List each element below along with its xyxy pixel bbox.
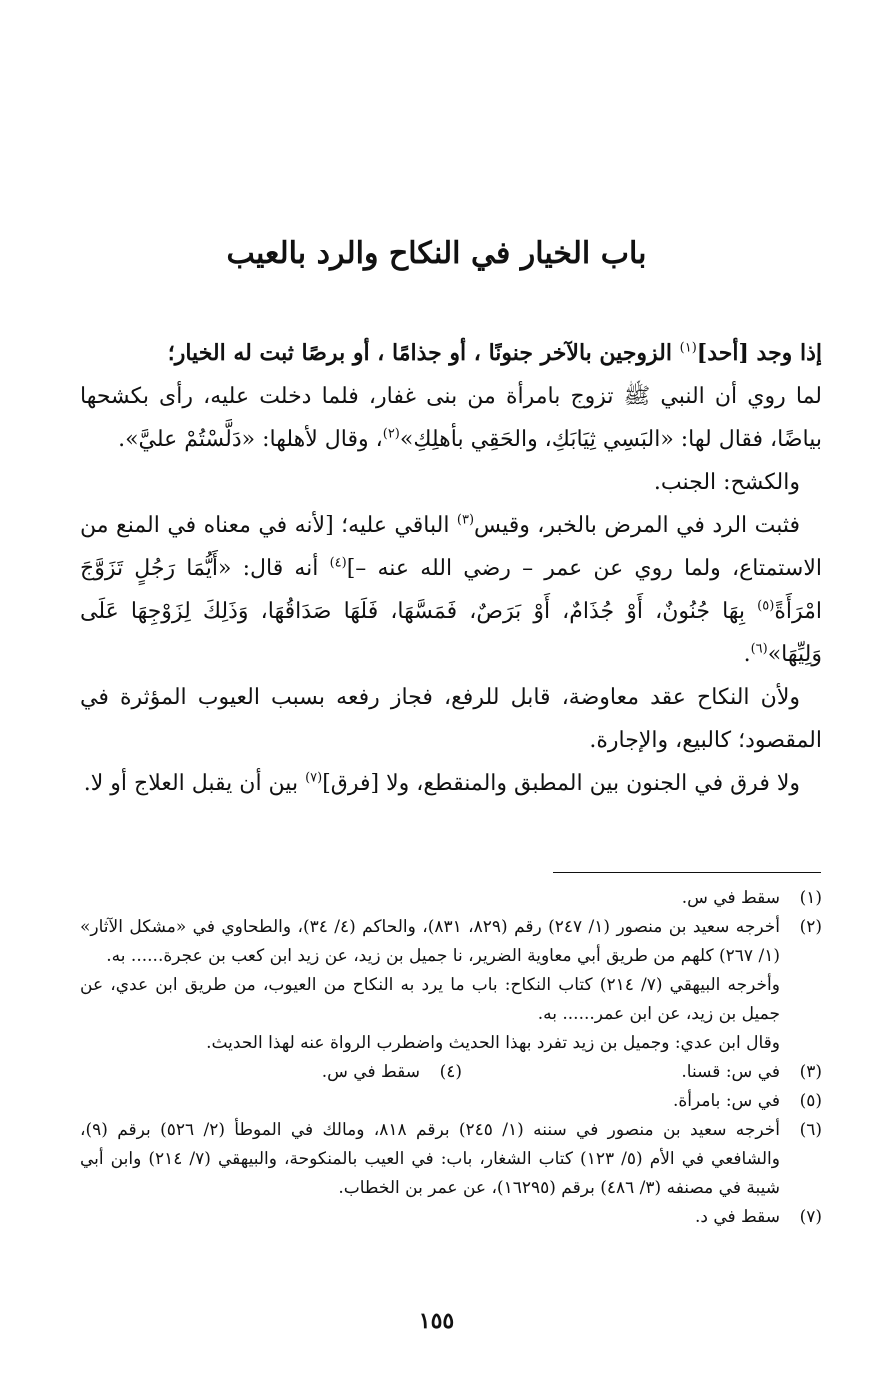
footnote-ref: (٤) [329,555,347,571]
main-text [80,332,822,805]
footnote-pair [80,1058,822,1087]
text-span: بِهَا جُنُونٌ، أَوْ جُذَامٌ، أَوْ بَرَصٌ، فَمَسَّهَا، فَلَهَا صَدَاقُهَا، وَذَلِكَ لِزَوْجِهَا عَلَى وَلِيِّهَا» [80,599,822,667]
paragraph-3: والكشح: الجنب. [653,470,800,495]
footnote-ref: (٥) [757,598,775,614]
chapter-title: باب الخيار في النكاح والرد بالعيب [226,236,647,271]
footnote-text: وقال ابن عدي: وجميل بن زيد تفرد بهذا الحديث واضطرب الرواة عنه لهذا الحديث. [206,1033,780,1053]
text-span: الزوجين بالآخر جنونًا ، أو جذامًا ، أو برصًا ثبت له الخيار؛ [167,340,680,366]
footnote-text: في س: بامرأة. [672,1091,780,1111]
text-span: لما روي أن النبي ﷺ تزوج بامرأة من بنى غفار، فلما دخلت عليه، رأى بكشحها بياضًا، فقال لها: «البَسِي ثِيَابَكِ، والحَقِي بأهلِكِ» [80,384,822,452]
paragraph-4 [80,504,822,676]
text-span: ولا فرق في الجنون بين المطبق والمنقطع، ولا [فرق] [322,771,800,796]
text-span: أنه قال: «أَيُّمَا رَجُلٍ تَزَوَّجَ امْرَأَةً [80,556,822,624]
paragraph-6 [80,762,822,805]
footnote-text: سقط في س. [681,888,780,908]
footnote-text: في س: قسنا. [681,1062,780,1082]
footnote-2-continued [80,1029,822,1058]
footnote-4 [102,1058,462,1087]
footnote-number: (٢) [799,917,822,937]
page-number: ١٥٥ [418,1308,455,1334]
footnote-divider [553,872,821,873]
footnote-number: (٧) [799,1207,822,1227]
footnote-text: وأخرجه البيهقي (٧/ ٢١٤) كتاب النكاح: باب ما يرد به النكاح من العيوب، من طريق ابن عدي، عن جميل بن زيد، عن ابن عمر...... به. [80,975,780,1024]
footnote-1 [80,884,822,913]
footnote-ref: (٦) [750,641,768,657]
footnote-6 [80,1116,822,1203]
footnote-7 [80,1203,822,1232]
footnote-ref: (٢) [382,426,400,442]
text-span: إذا وجد [أحد] [696,340,822,366]
paragraph-5: ولأن النكاح عقد معاوضة، قابل للرفع، فجاز رفعه بسبب العيوب المؤثرة في المقصود؛ كالبيع، والإجارة. [80,685,822,753]
footnote-number: (٦) [799,1120,822,1140]
text-span: فثبت الرد في المرض بالخبر، وقيس [474,513,800,538]
text-span: الباقي عليه؛ [لأنه في معناه في المنع من الاستمتاع، ولما روي عن عمر – رضي الله عنه –] [80,513,822,581]
footnote-3 [462,1058,822,1087]
footnote-5 [80,1087,822,1116]
footnote-number: (٣) [799,1062,822,1082]
footnote-ref: (٧) [305,770,323,786]
paragraph-2 [80,375,822,461]
text-span: بين أن يقبل العلاج أو لا. [83,771,306,796]
text-span: . [743,642,751,667]
footnote-text: سقط في د. [694,1207,780,1227]
footnote-2 [80,913,822,971]
footnote-text: أخرجه سعيد بن منصور في سننه (١/ ٢٤٥) برقم ٨١٨، ومالك في الموطأ (٢/ ٥٢٦) برقم (٩)، والشافعي في الأم (٥/ ١٢٣) كتاب الشغار، باب: في العيب بالمنكوحة، والبيهقي (٧/ ٢١٤) وابن أبي شيبة في مصنفه (٣/ ٤٨٦) برقم (١٦٢٩٥)، عن عمر بن الخطاب. [80,1120,780,1198]
footnote-ref: (٣) [456,512,475,528]
footnote-2-continued [80,971,822,1029]
footnote-ref: (١) [679,340,697,356]
footnote-text: أخرجه سعيد بن منصور (١/ ٢٤٧) رقم (٨٢٩، ٨٣١)، والحاكم (٤/ ٣٤)، والطحاوي في «مشكل الآثار» (١/ ٢٦٧) كلهم من طريق أبي معاوية الضرير، نا جميل بن زيد، عن زيد ابن كعب بن عجرة...... به. [80,917,780,966]
footnote-number: (٥) [799,1091,822,1111]
footnotes [80,884,822,1232]
footnote-text: سقط في س. [321,1062,420,1082]
footnote-number: (١) [799,888,822,908]
paragraph-1 [80,332,822,375]
text-span: ، وقال لأهلها: «دَلَّسْتُمْ عليَّ». [118,427,383,452]
footnote-number: (٤) [439,1062,462,1082]
